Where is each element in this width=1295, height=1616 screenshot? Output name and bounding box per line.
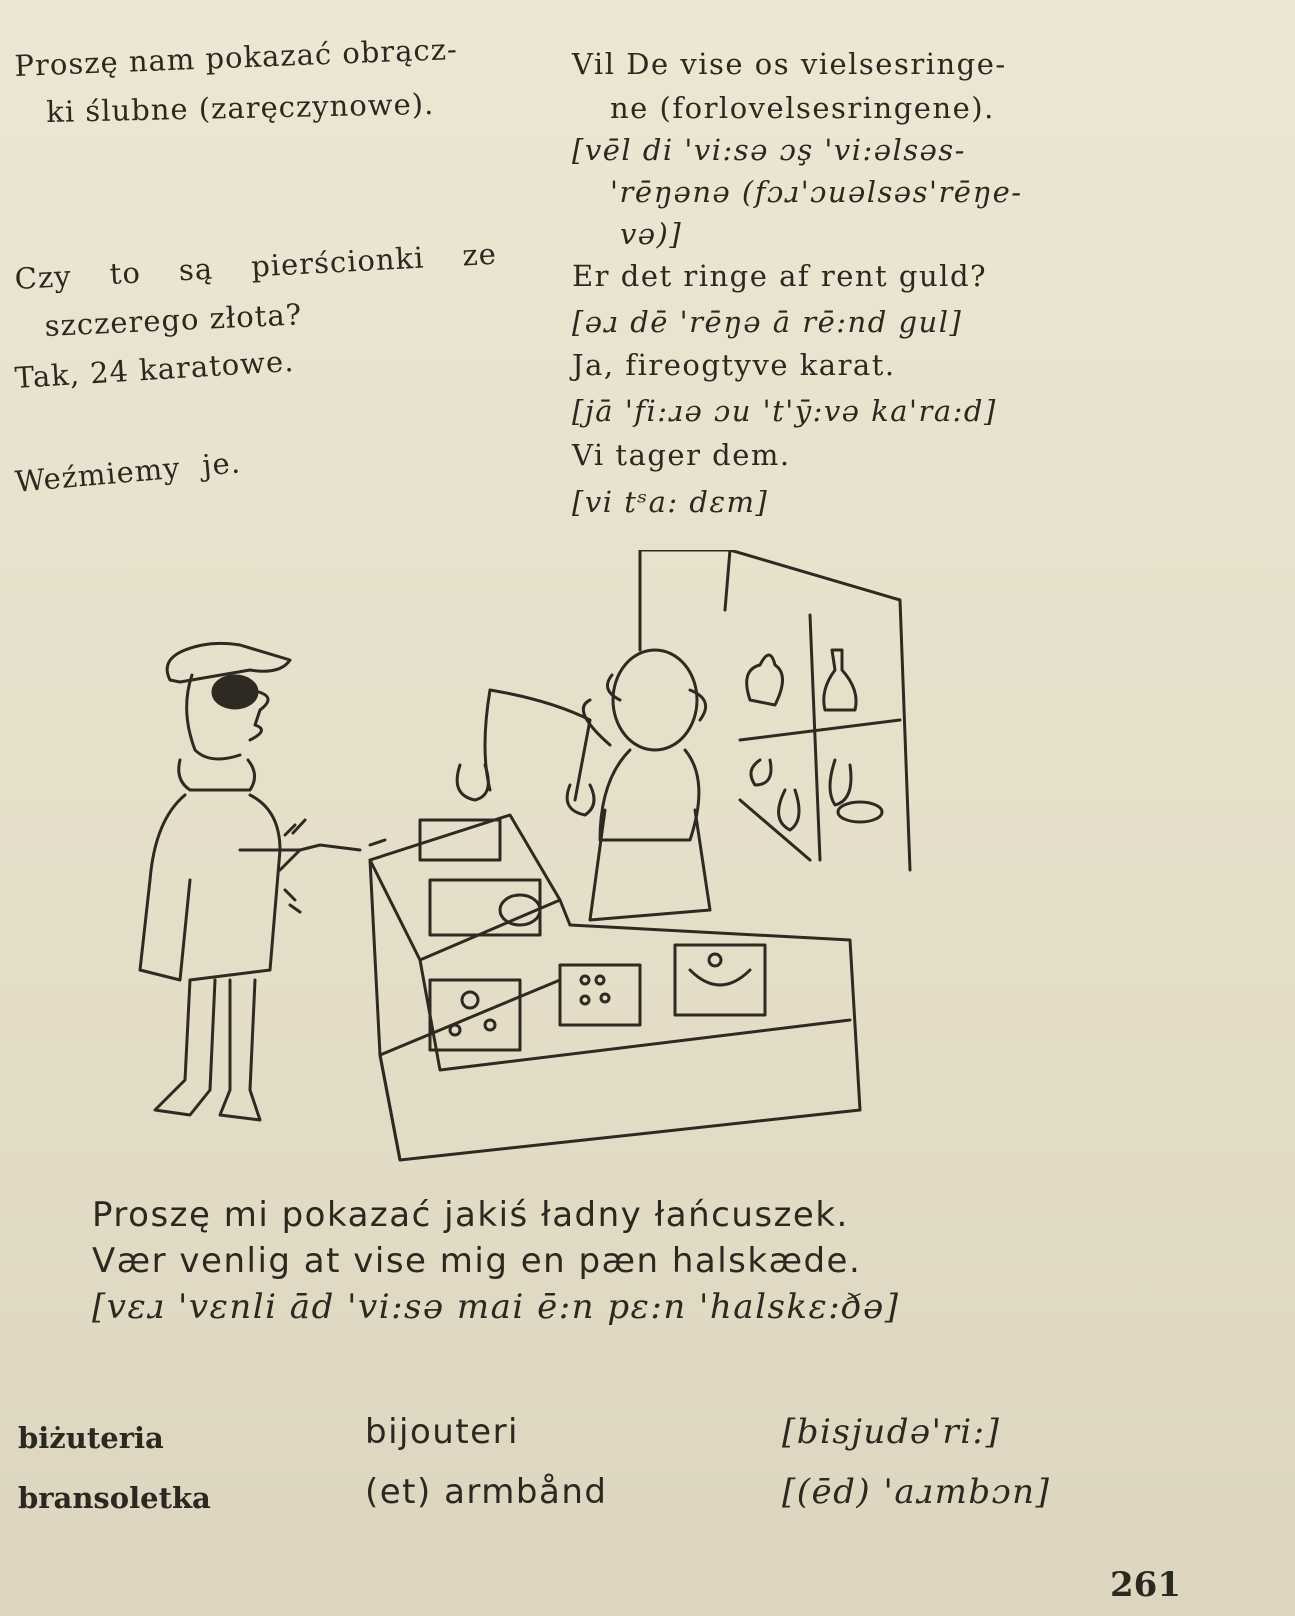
danish-line: Vil De vise os vielsesringe-	[572, 47, 1007, 81]
polish-line: Czy to są pierścionki ze	[13, 236, 498, 296]
ipa-line: [jā 'fi:ɹə ɔu 't'ȳ:və ka'ra:d]	[572, 394, 997, 428]
vocab-row	[782, 1412, 1001, 1452]
vocab-ipa: [(ēd) 'aɹmbɔn]	[782, 1472, 1051, 1512]
polish-line: Proszę nam pokazać obrącz-	[13, 31, 459, 83]
polish-line: ki ślubne (zaręczynowe).	[45, 86, 435, 129]
ipa-line: [vi tˢa: dɛm]	[572, 485, 769, 519]
vocab-ipa: [bisjudə'ri:]	[782, 1412, 1001, 1452]
page-number: 261	[1110, 1565, 1181, 1605]
display-counter	[370, 815, 860, 1160]
ipa-line: [vēl di 'vi:sə ɔş 'vi:əlsəs-	[572, 133, 966, 167]
robber-figure	[140, 643, 385, 1120]
caption-ipa: [vɛɹ 'vɛnli ād 'vi:sə mai ē:n pɛ:n 'halskɛ:ðə]	[92, 1287, 900, 1327]
danish-line: Ja, fireogtyve karat.	[572, 348, 896, 382]
ipa-line: [əɹ dē 'rēŋə ā rē:nd gul]	[572, 305, 963, 339]
vocab-row	[18, 1480, 211, 1514]
vocab-polish: bransoletka	[18, 1481, 211, 1515]
vocab-row	[18, 1420, 164, 1454]
danish-line: ne (forlovelsesringene).	[610, 91, 995, 125]
ipa-line: 'rēŋənə (fɔɹ'ɔuəlsəs'rēŋe-	[610, 175, 1023, 209]
jewelry-robbery-illustration	[130, 550, 930, 1195]
vocab-danish: bijouteri	[365, 1412, 519, 1452]
danish-line: Er det ringe af rent guld?	[572, 259, 988, 293]
glass-cabinet	[640, 550, 910, 870]
vocab-row	[782, 1472, 1051, 1512]
vocab-row	[365, 1412, 519, 1452]
vocab-polish: biżuteria	[18, 1421, 164, 1455]
caption-danish: Vær venlig at vise mig en pæn halskæde.	[92, 1241, 862, 1281]
polish-line: Weźmiemy je.	[13, 445, 243, 499]
ipa-line: və)]	[620, 217, 683, 251]
caption-polish: Proszę mi pokazać jakiś ładny łańcuszek.	[92, 1195, 849, 1235]
vocab-danish: (et) armbånd	[365, 1472, 608, 1512]
danish-line: Vi tager dem.	[572, 438, 791, 472]
vocab-row	[365, 1472, 608, 1512]
polish-line: Tak, 24 karatowe.	[13, 343, 296, 395]
polish-line: szczerego złota?	[43, 297, 303, 343]
